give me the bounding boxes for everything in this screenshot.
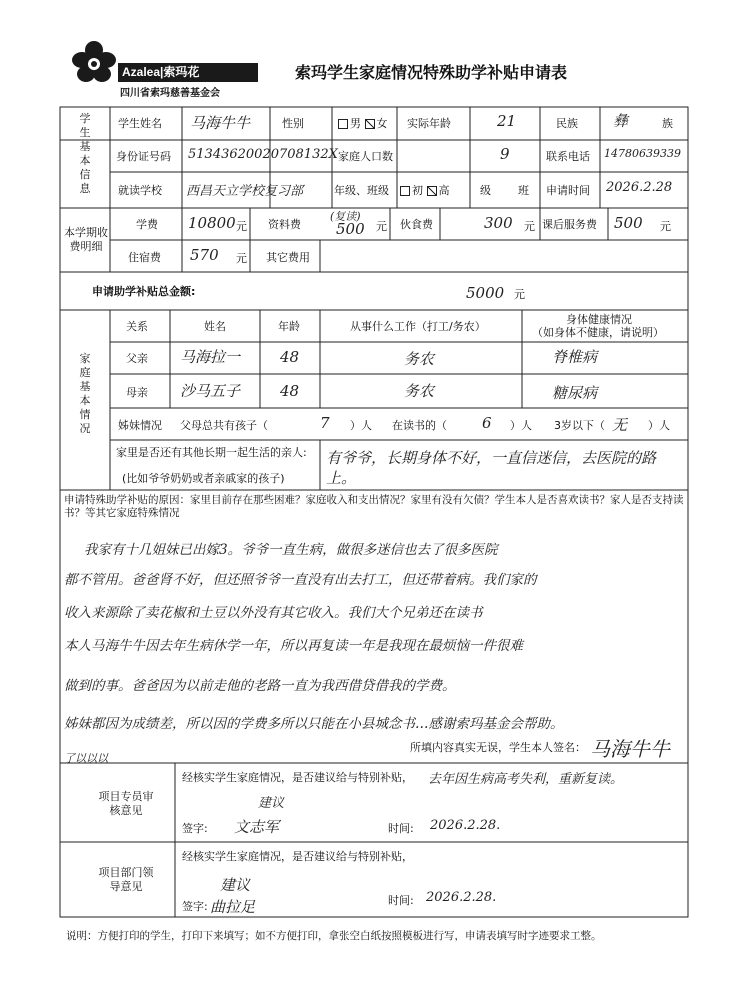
total-yuan: 元 xyxy=(514,288,525,301)
health-header: 身体健康情况 xyxy=(566,313,632,326)
id-number-value[interactable]: 51343620020708132X xyxy=(188,147,338,162)
food-label: 伙食费 xyxy=(400,218,433,231)
leader-sign[interactable]: 曲拉足 xyxy=(210,898,256,916)
tuition-label: 学费 xyxy=(136,218,158,231)
materials-note: (复读) xyxy=(330,210,361,223)
member-name-header: 姓名 xyxy=(204,320,226,333)
lodging-label: 住宿费 xyxy=(128,251,161,264)
reviewer-prompt: 经核实学生家庭情况，是否建议给与特别补贴， xyxy=(182,771,413,784)
student-name-value[interactable]: 马海牛牛 xyxy=(190,114,251,132)
under3-label: 3岁以下（ xyxy=(554,419,605,432)
reason-line[interactable]: 收入来源除了卖花椒和土豆以外没有其它收入。我们大个兄弟还在读书 xyxy=(64,605,483,621)
phone-value[interactable]: 14780639339 xyxy=(604,147,681,160)
mother-label: 母亲 xyxy=(126,386,148,399)
reason-line[interactable]: 了以以以 xyxy=(64,752,108,765)
other-relatives-value[interactable]: 有爷爷，长期身体不好，一直信迷信，去医院的路上。 xyxy=(326,449,657,487)
ethnicity-value[interactable]: 彝 xyxy=(613,112,629,130)
student-signature[interactable]: 马海牛牛 xyxy=(590,737,670,761)
father-label: 父亲 xyxy=(126,352,148,365)
section-family-label: 家庭基本情况 xyxy=(79,352,91,435)
apply-date-label: 申请时间 xyxy=(546,184,590,197)
reviewer-sign-label: 签字: xyxy=(182,822,208,835)
under3-value[interactable]: 无 xyxy=(612,416,628,434)
reviewer-suggest[interactable]: 建议 xyxy=(258,796,285,811)
children-total-value[interactable]: 7 xyxy=(320,414,330,432)
reviewer-date[interactable]: 2026.2.28. xyxy=(430,818,501,833)
health-subheader: （如身体不健康，请说明） xyxy=(532,326,664,339)
food-yuan: 元 xyxy=(524,220,535,233)
ethnicity-suffix: 族 xyxy=(662,117,673,130)
children-total-close: ）人 xyxy=(350,419,372,432)
name-label: 学生姓名 xyxy=(118,117,162,130)
other-fees-label: 其它费用 xyxy=(266,251,310,264)
grade-word: 级 xyxy=(480,184,491,197)
id-label: 身份证号码 xyxy=(116,150,171,163)
logo-text: Azalea|索玛花 xyxy=(118,63,258,82)
section-fees-label: 本学期收费明细 xyxy=(64,226,108,253)
reason-line[interactable]: 本人马海牛牛因去年生病休学一年，所以再复读一年是我现在最烦恼一件很难 xyxy=(64,638,523,654)
reason-line[interactable]: 都不管用。爸爸肾不好，但还照爷爷一直没有出去打工，但还带着病。我们家的 xyxy=(64,572,537,588)
reason-line[interactable]: 做到的事。爸爸因为以前走他的老路一直为我西借贷借我的学费。 xyxy=(64,678,456,694)
class-word: 班 xyxy=(518,184,529,197)
leader-sign-label: 签字: xyxy=(182,900,208,913)
reason-line[interactable]: 我家有十几姐妹已出嫁3。爷爷一直生病，做很多迷信也去了很多医院 xyxy=(84,542,498,558)
reviewer-sign[interactable]: 文志军 xyxy=(234,818,280,836)
siblings-label: 姊妹情况 xyxy=(118,419,162,432)
member-age-header: 年龄 xyxy=(278,320,300,333)
gender-options[interactable]: 男 女 xyxy=(338,117,388,131)
in-school-label: 在读书的（ xyxy=(392,419,447,432)
father-age-value[interactable]: 48 xyxy=(280,348,300,366)
relation-header: 关系 xyxy=(126,320,148,333)
page-title: 索玛学生家庭情况特殊助学补贴申请表 xyxy=(295,65,568,82)
total-label: 申请助学补贴总金额: xyxy=(92,285,196,298)
mother-age-value[interactable]: 48 xyxy=(280,382,300,400)
leader-time-label: 时间: xyxy=(388,894,414,907)
reason-prompt: 申请特殊助学补贴的原因：家里目前存在那些困难？家庭收入和支出情况？家里有没有欠债？学生本人是否喜欢读书？家人是否支持读书？等其它家庭特殊情况 xyxy=(64,494,684,520)
grade-class-label: 年级、班级 xyxy=(334,184,389,197)
in-school-value[interactable]: 6 xyxy=(482,414,492,432)
household-value[interactable]: 9 xyxy=(500,145,510,163)
leader-date[interactable]: 2026.2.28. xyxy=(426,890,497,905)
father-name-value[interactable]: 马海拉一 xyxy=(180,348,241,366)
mother-job-value[interactable]: 务农 xyxy=(404,382,435,400)
mother-name-value[interactable]: 沙马五子 xyxy=(180,382,241,400)
age-value[interactable]: 21 xyxy=(497,112,517,130)
materials-yuan: 元 xyxy=(376,220,387,233)
phone-label: 联系电话 xyxy=(546,150,590,163)
section-basic-label: 学生基本信息 xyxy=(79,112,91,195)
truth-statement: 所填内容真实无误，学生本人签名： xyxy=(410,741,586,754)
footer-note: 说明：方便打印的学生，打印下来填写；如不方便打印，拿张空白纸按照模板进行写，申请表填写时字迹要求工整。 xyxy=(66,930,602,942)
junior-checkbox[interactable] xyxy=(400,186,410,196)
gender-label: 性别 xyxy=(282,117,304,130)
school-value[interactable]: 西昌天立学校复习部 xyxy=(186,184,304,199)
reviewer-time-label: 时间: xyxy=(388,822,414,835)
other-relatives-label: 家里是否还有其他长期一起生活的亲人: xyxy=(116,446,307,459)
tuition-yuan: 元 xyxy=(236,220,247,233)
after-school-yuan: 元 xyxy=(660,220,671,233)
in-school-close: ）人 xyxy=(510,419,532,432)
lodging-yuan: 元 xyxy=(236,252,247,265)
food-value[interactable]: 300 xyxy=(484,214,513,232)
materials-label: 资料费 xyxy=(268,218,301,231)
apply-date-value[interactable]: 2026.2.28 xyxy=(606,180,673,195)
children-total-label: 父母总共有孩子（ xyxy=(180,419,268,432)
reviewer-opinion[interactable]: 去年因生病高考失利，重新复读。 xyxy=(428,772,624,787)
senior-checkbox[interactable] xyxy=(427,186,437,196)
father-job-value[interactable]: 务农 xyxy=(404,350,435,368)
school-label: 就读学校 xyxy=(118,184,162,197)
reviewer-title: 项目专员审核意见 xyxy=(98,790,154,817)
leader-suggest[interactable]: 建议 xyxy=(220,876,251,894)
after-school-value[interactable]: 500 xyxy=(614,214,643,232)
job-header: 从事什么工作（打工/务农） xyxy=(350,320,486,333)
leader-title: 项目部门领导意见 xyxy=(98,866,154,893)
reason-line[interactable]: 姊妹都因为成绩差，所以因的学费多所以只能在小县城念书…感谢索玛基金会帮助。 xyxy=(64,716,564,732)
under3-close: ）人 xyxy=(648,419,670,432)
other-relatives-sublabel: (比如爷爷奶奶或者亲戚家的孩子) xyxy=(122,472,285,485)
male-checkbox[interactable] xyxy=(338,119,348,129)
grade-options[interactable]: 初 高 xyxy=(400,184,450,198)
female-checkbox[interactable] xyxy=(365,119,375,129)
logo-subtitle: 四川省索玛慈善基金会 xyxy=(120,88,220,99)
real-age-label: 实际年龄 xyxy=(407,117,451,130)
tuition-value[interactable]: 10800 xyxy=(188,214,236,232)
after-school-label: 课后服务费 xyxy=(542,218,597,231)
ethnicity-label: 民族 xyxy=(556,117,578,130)
total-value[interactable]: 5000 xyxy=(466,284,505,302)
lodging-value[interactable]: 570 xyxy=(190,246,219,264)
father-health-value[interactable]: 脊椎病 xyxy=(552,348,598,366)
azalea-flower-icon xyxy=(70,40,118,90)
household-label: 家庭人口数 xyxy=(338,150,393,163)
materials-value[interactable]: 500 xyxy=(336,220,365,238)
mother-health-value[interactable]: 糖尿病 xyxy=(552,384,598,402)
leader-prompt: 经核实学生家庭情况，是否建议给与特别补贴， xyxy=(182,850,413,863)
